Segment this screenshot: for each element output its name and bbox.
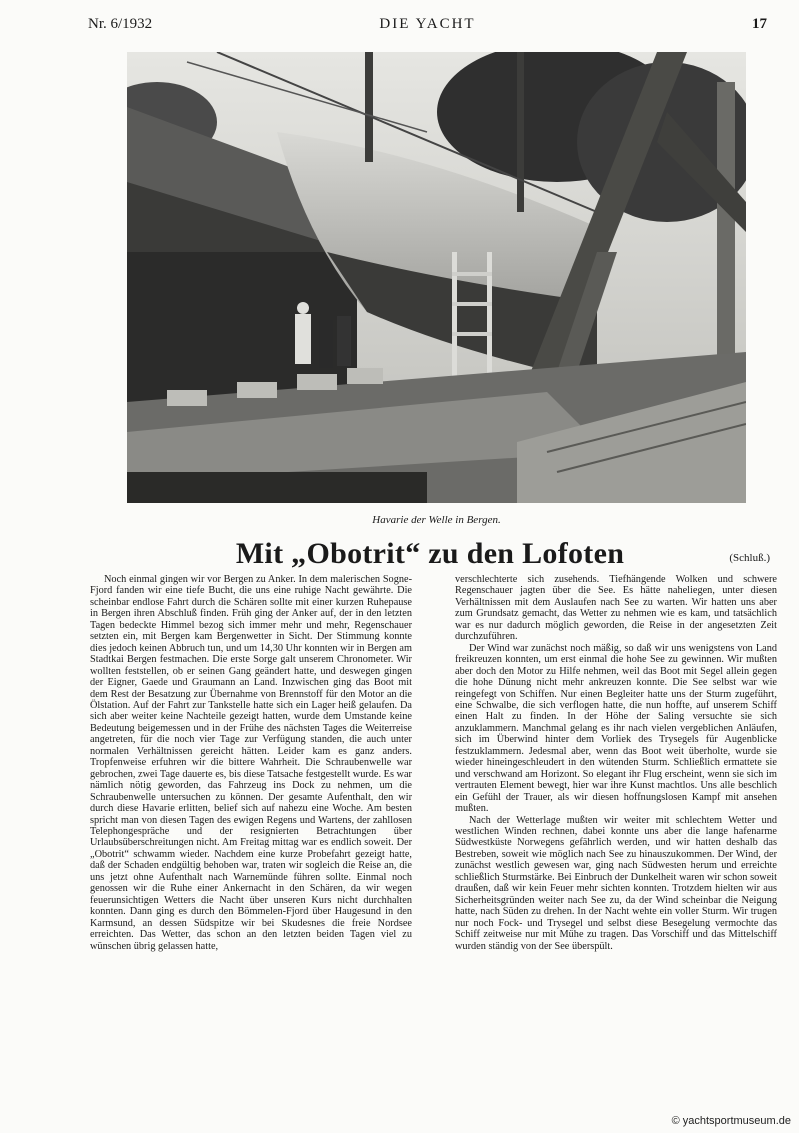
page-number: 17 xyxy=(752,16,767,32)
paragraph: Noch einmal gingen wir vor Bergen zu Anker. In dem malerischen Sogne-Fjord fanden wir eine tiefe Bucht, die uns eine ruhige Nacht gewährte. Die scheinbar endlose Fahrt durch die Schären sollte mit einer kurzen Ruhepause in Bergen ihren Abschluß finden. Früh ging der Anker auf, der in den letzten Tagen bedeckte Himmel bezog sich immer mehr und mehr, Regenschauer setzten ein, mit Bergen kam Bergenwetter in Sicht. Der Stimmung konnte dies jedoch keinen Abbruch tun, und um 14,30 Uhr konnten wir in Bergen am Stadtkai Bergen festmachen. Die erste Sorge galt unserem Chronometer. Wir wollten feststellen, ob er seinen Gang geändert hatte, und deswegen gingen der Eigner, Gaede und Graumann an Land. Inzwischen ging das Boot mit dem Rest der Besatzung zur Übernahme von Brennstoff für den Motor an die Ölstation. Auf der Fahrt zur Tankstelle hatte sich ein Lager heiß gelaufen. Da sich aber weiter keine Nachteile gezeigt hatten, wurde dem Umstande keine Bedeutung beigemessen und in der Frühe des nächsten Tages die Weiterreise angetreten, für die noch vier Tage zur Verfügung standen, die auch unter normalen Verhältnissen gereicht hätten. Leider kam es ganz anders. Tropfenweise erfuhren wir die bittere Wahrheit. Die Schraubenwelle war gebrochen, zwei Tage dauerte es, bis diese Tatsache festgestellt wurde. Es war nämlich nötig geworden, das Fahrzeug ins Dock zu nehmen, um die Schraubenwelle untersuchen zu können. Der gesamte Aufenthalt, den wir durch diese Havarie erlitten, belief sich auf nahezu eine Woche. Am besten spricht man von diesen Tagen des ewigen Regens und Wartens, der zahllosen Telephongespräche und der resignierten Betrachtungen über Urlaubsüberschreitungen nicht. Am Freitag mittag war es endlich soweit. Der „Obotrit“ schwamm wieder. Nachdem eine kurze Probefahrt gezeigt hatte, daß der Schaden endgültig behoben war, traten wir sogleich die Reise an, die uns jetzt ohne Aufenthalt nach Warnemünde führen sollte. Einmal noch genossen wir die Ruhe einer Ankernacht in den Schären, da wir wegen feuerunsichtigen Wetters die Nacht über unseren Kurs nicht durchhalten konnten. Dann ging es durch den Bömmelen-Fjord über Haugesund in den Karmsund, an dessen Südspitze wir bei Skudesnes die freie Nordsee erreichten. Das Wetter, das schon an den letzten beiden Tagen viel zu wünschen übrig gelassen hatte, xyxy=(90,574,412,952)
watermark: © yachtsportmuseum.de xyxy=(671,1115,791,1127)
issue-number: Nr. 6/1932 xyxy=(88,16,153,32)
text-column-left xyxy=(90,574,412,952)
photo-caption: Havarie der Welle in Bergen. xyxy=(372,514,501,526)
running-header xyxy=(88,16,767,38)
paragraph: Der Wind war zunächst noch mäßig, so daß wir uns wenigstens von Land freikreuzen konnten, um erst einmal die hohe See zu gewinnen. Wir mußten aber doch den Motor zu Hilfe nehmen, weil das Boot mit Segel allein gegen die hohe Dünung nicht mehr ankreuzen konnte. Die See selbst war wie reingefegt von Schiffen. Nur einen Begleiter hatte uns der Sturm zugeführt, eine Schwalbe, die sich verflogen hatte, die nun hoffte, auf unserem Schiff einen Halt zu finden. In der Höhe der Saling versuchte sie sich anzuklammern. Manchmal gelang es ihr nach vielen vergeblichen Anläufen, sich im Überwind hinter dem Vorliek des Trysegels für Augenblicke festzuklammern. Jedesmal aber, wenn das Boot weit überholte, wurde sie wieder hineingeschleudert in den wütenden Sturm. Schließlich ermattete sie und verschwand am Horizont. So elegant ihr Flug erscheint, wenn sie sich im vertrauten Element bewegt, hier war ihre Kunst machtlos. Uns alle beschlich ein Gefühl der Trauer, als wir diesen hoffnungslosen Kampf mit ansehen mußten. xyxy=(455,642,777,815)
article-title: Mit „Obotrit“ zu den Lofoten xyxy=(235,537,625,570)
text-column-right xyxy=(455,574,777,952)
paragraph: Nach der Wetterlage mußten wir weiter mit schlechtem Wetter und westlichen Winden rechnen, dabei konnte uns aber die lange hafenarme Südwestküste Norwegens gefährlich werden, und wir hatten deshalb das Bestreben, soweit wie möglich nach See zu hinauszukommen. Der Wind, der zunächst westlich gewesen war, ging nach Südwesten herum und erreichte schließlich Sturmstärke. Bei Einbruch der Dunkelheit waren wir schon soweit draußen, daß wir kein Feuer mehr sichten konnten. Trotzdem hielten wir aus Sicherheitsgründen weiter nach See zu, da der Wind scheinbar die Neigung hatte, nach Süden zu drehen. In der Nacht wehte ein voller Sturm. Wir trugen nur noch Fock- und Trysegel und selbst diese Besegelung vermochte das Schiff zeitweise nur mit Mühe zu tragen. Das Vorschiff und das Mittelschiff wurden ständig von der See überspült. xyxy=(455,814,777,952)
paragraph: verschlechterte sich zusehends. Tiefhängende Wolken und schwere Regenschauer jagten über die See. Es hätte naheliegen, unter diesen Verhältnissen mit dem Auslaufen nach See zu warten. Wir hatten uns aber zum Grundsatz gemacht, das Wetter zu nehmen wie es kam, und tatsächlich war es nur dadurch möglich geworden, die Reise in der angesetzten Zeit durchzuführen. xyxy=(455,574,777,643)
article-suffix: (Schluß.) xyxy=(729,552,770,564)
dock-photo-illustration xyxy=(127,52,746,503)
dock-photo xyxy=(127,52,746,503)
article-title-block xyxy=(90,534,770,574)
magazine-title: DIE YACHT xyxy=(379,16,476,32)
